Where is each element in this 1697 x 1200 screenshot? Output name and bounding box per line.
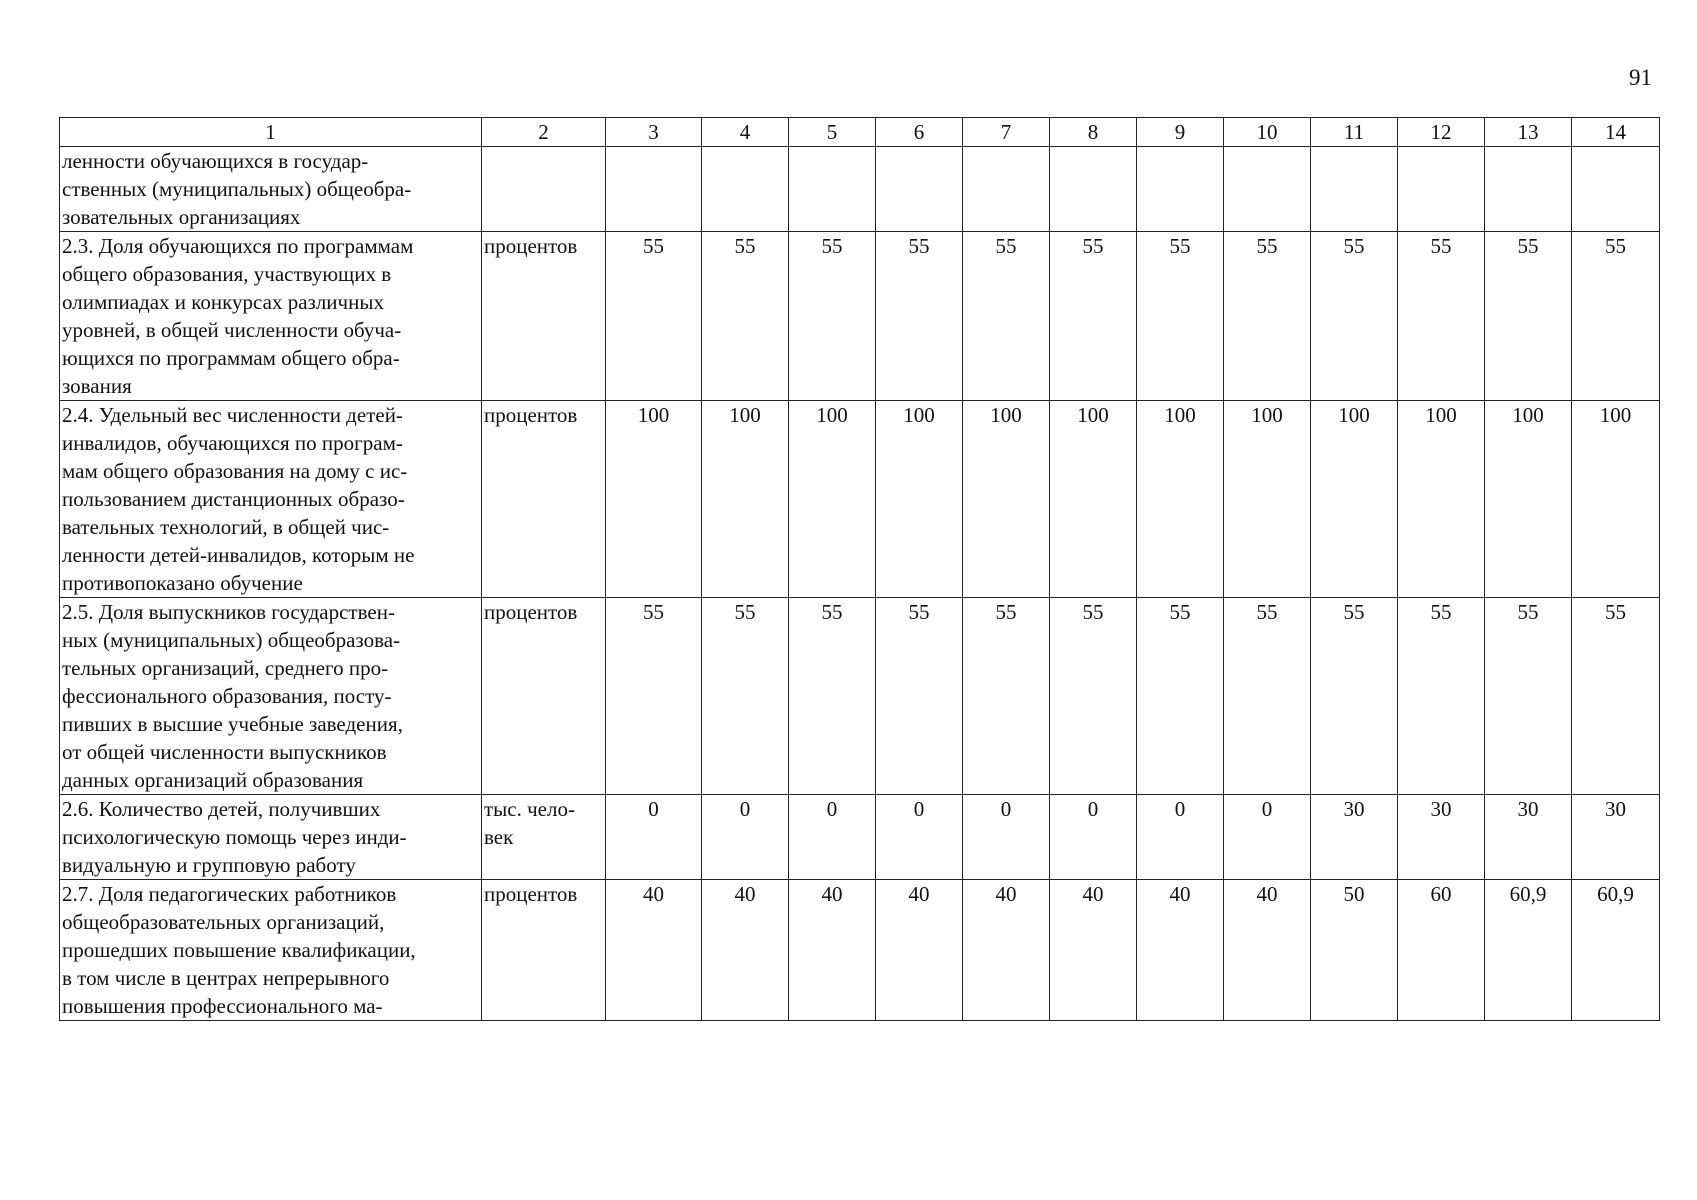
value-cell-col-6: 100 [876, 401, 963, 598]
column-header-3: 3 [606, 118, 702, 147]
value-cell-col-12: 55 [1398, 232, 1485, 401]
description-line: повышения профессионального ма- [62, 994, 383, 1018]
description-line: общего образования, участвующих в [62, 262, 392, 286]
value-cell-col-5: 40 [789, 880, 876, 1021]
value-cell-col-13: 55 [1485, 598, 1572, 795]
column-header-11: 11 [1311, 118, 1398, 147]
unit-cell [482, 795, 606, 880]
unit-line: процентов [484, 882, 578, 906]
value-cell-col-10: 55 [1224, 232, 1311, 401]
column-header-4: 4 [702, 118, 789, 147]
unit-cell [482, 401, 606, 598]
column-header-2: 2 [482, 118, 606, 147]
value-cell-col-10: 100 [1224, 401, 1311, 598]
description-line: пользованием дистанционных образо- [62, 487, 405, 511]
description-line: ленности детей-инвалидов, которым не [62, 543, 415, 567]
value-cell-col-7: 100 [963, 401, 1050, 598]
column-header-14: 14 [1572, 118, 1660, 147]
description-line: ственных (муниципальных) общеобра- [62, 177, 412, 201]
value-cell-col-4: 0 [702, 795, 789, 880]
value-cell-col-6: 55 [876, 232, 963, 401]
column-header-5: 5 [789, 118, 876, 147]
value-cell-col-12: 30 [1398, 795, 1485, 880]
value-cell-col-6 [876, 147, 963, 232]
table-row [60, 880, 1660, 1021]
column-header-1: 1 [60, 118, 482, 147]
value-cell-col-9: 0 [1137, 795, 1224, 880]
description-line: олимпиадах и конкурсах различных [62, 290, 384, 314]
value-cell-col-7: 0 [963, 795, 1050, 880]
value-cell-col-11 [1311, 147, 1398, 232]
indicator-description [60, 880, 482, 1021]
value-cell-col-9: 55 [1137, 598, 1224, 795]
description-line: в том числе в центрах непрерывного [62, 966, 390, 990]
description-line: ленности обучающихся в государ- [62, 149, 369, 173]
description-line: противопоказано обучение [62, 571, 303, 595]
indicator-description [60, 232, 482, 401]
value-cell-col-3: 0 [606, 795, 702, 880]
value-cell-col-5: 55 [789, 232, 876, 401]
value-cell-col-6: 0 [876, 795, 963, 880]
page-number: 91 [1629, 65, 1652, 90]
table-row [60, 147, 1660, 232]
value-cell-col-11: 55 [1311, 232, 1398, 401]
table-body [60, 147, 1660, 1021]
indicator-table [59, 117, 1660, 1021]
value-cell-col-14 [1572, 147, 1660, 232]
description-line: 2.5. Доля выпускников государствен- [62, 600, 395, 624]
description-line: зовательных организациях [62, 205, 301, 229]
description-line: фессионального образования, посту- [62, 684, 392, 708]
column-header-12: 12 [1398, 118, 1485, 147]
value-cell-col-4: 55 [702, 598, 789, 795]
value-cell-col-12: 60 [1398, 880, 1485, 1021]
value-cell-col-14: 55 [1572, 232, 1660, 401]
value-cell-col-14: 60,9 [1572, 880, 1660, 1021]
value-cell-col-14: 30 [1572, 795, 1660, 880]
description-line: ных (муниципальных) общеобразова- [62, 628, 401, 652]
column-header-8: 8 [1050, 118, 1137, 147]
description-line: зования [62, 374, 132, 398]
table-row [60, 401, 1660, 598]
description-line: ющихся по программам общего обра- [62, 346, 400, 370]
unit-cell [482, 598, 606, 795]
value-cell-col-11: 55 [1311, 598, 1398, 795]
value-cell-col-3: 55 [606, 598, 702, 795]
value-cell-col-14: 55 [1572, 598, 1660, 795]
description-line: уровней, в общей численности обуча- [62, 318, 402, 342]
indicator-description [60, 598, 482, 795]
value-cell-col-10: 0 [1224, 795, 1311, 880]
value-cell-col-11: 100 [1311, 401, 1398, 598]
description-line: вательных технологий, в общей чис- [62, 515, 390, 539]
value-cell-col-13: 100 [1485, 401, 1572, 598]
value-cell-col-12 [1398, 147, 1485, 232]
description-line: общеобразовательных организаций, [62, 910, 385, 934]
column-header-10: 10 [1224, 118, 1311, 147]
unit-line: век [484, 825, 514, 849]
unit-line: процентов [484, 234, 578, 258]
value-cell-col-6: 40 [876, 880, 963, 1021]
value-cell-col-5 [789, 147, 876, 232]
value-cell-col-4: 55 [702, 232, 789, 401]
column-header-13: 13 [1485, 118, 1572, 147]
description-line: 2.6. Количество детей, получивших [62, 797, 381, 821]
description-line: видуальную и групповую работу [62, 853, 356, 877]
description-line: данных организаций образования [62, 768, 364, 792]
table-row [60, 598, 1660, 795]
value-cell-col-7 [963, 147, 1050, 232]
description-line: 2.4. Удельный вес численности детей- [62, 403, 403, 427]
description-line: пивших в высшие учебные заведения, [62, 712, 403, 736]
description-line: психологическую помощь через инди- [62, 825, 407, 849]
value-cell-col-4 [702, 147, 789, 232]
column-header-7: 7 [963, 118, 1050, 147]
value-cell-col-9: 40 [1137, 880, 1224, 1021]
description-line: от общей численности выпускников [62, 740, 387, 764]
value-cell-col-9: 55 [1137, 232, 1224, 401]
unit-cell [482, 147, 606, 232]
unit-line: тыс. чело- [484, 797, 575, 821]
column-header-9: 9 [1137, 118, 1224, 147]
description-line: инвалидов, обучающихся по програм- [62, 431, 403, 455]
unit-cell [482, 232, 606, 401]
description-line: 2.7. Доля педагогических работников [62, 882, 397, 906]
value-cell-col-8: 55 [1050, 232, 1137, 401]
column-header-6: 6 [876, 118, 963, 147]
table-row [60, 232, 1660, 401]
value-cell-col-8: 0 [1050, 795, 1137, 880]
value-cell-col-3: 55 [606, 232, 702, 401]
value-cell-col-9: 100 [1137, 401, 1224, 598]
value-cell-col-5: 100 [789, 401, 876, 598]
value-cell-col-7: 55 [963, 232, 1050, 401]
unit-line: процентов [484, 600, 578, 624]
value-cell-col-5: 55 [789, 598, 876, 795]
value-cell-col-8: 100 [1050, 401, 1137, 598]
description-line: тельных организаций, среднего про- [62, 656, 389, 680]
table-row [60, 795, 1660, 880]
value-cell-col-3 [606, 147, 702, 232]
value-cell-col-11: 30 [1311, 795, 1398, 880]
value-cell-col-6: 55 [876, 598, 963, 795]
value-cell-col-3: 100 [606, 401, 702, 598]
value-cell-col-13 [1485, 147, 1572, 232]
value-cell-col-9 [1137, 147, 1224, 232]
unit-cell [482, 880, 606, 1021]
value-cell-col-12: 55 [1398, 598, 1485, 795]
value-cell-col-10: 40 [1224, 880, 1311, 1021]
value-cell-col-10: 55 [1224, 598, 1311, 795]
indicator-description [60, 401, 482, 598]
value-cell-col-8: 55 [1050, 598, 1137, 795]
value-cell-col-10 [1224, 147, 1311, 232]
description-line: 2.3. Доля обучающихся по программам [62, 234, 414, 258]
value-cell-col-11: 50 [1311, 880, 1398, 1021]
value-cell-col-4: 40 [702, 880, 789, 1021]
description-line: прошедших повышение квалификации, [62, 938, 416, 962]
value-cell-col-8 [1050, 147, 1137, 232]
indicator-description [60, 795, 482, 880]
value-cell-col-13: 30 [1485, 795, 1572, 880]
value-cell-col-13: 55 [1485, 232, 1572, 401]
table-header [60, 118, 1660, 147]
value-cell-col-12: 100 [1398, 401, 1485, 598]
value-cell-col-13: 60,9 [1485, 880, 1572, 1021]
header-row [60, 118, 1660, 147]
value-cell-col-7: 55 [963, 598, 1050, 795]
value-cell-col-5: 0 [789, 795, 876, 880]
value-cell-col-4: 100 [702, 401, 789, 598]
value-cell-col-7: 40 [963, 880, 1050, 1021]
value-cell-col-8: 40 [1050, 880, 1137, 1021]
description-line: мам общего образования на дому с ис- [62, 459, 408, 483]
indicator-description [60, 147, 482, 232]
value-cell-col-3: 40 [606, 880, 702, 1021]
unit-line: процентов [484, 403, 578, 427]
value-cell-col-14: 100 [1572, 401, 1660, 598]
